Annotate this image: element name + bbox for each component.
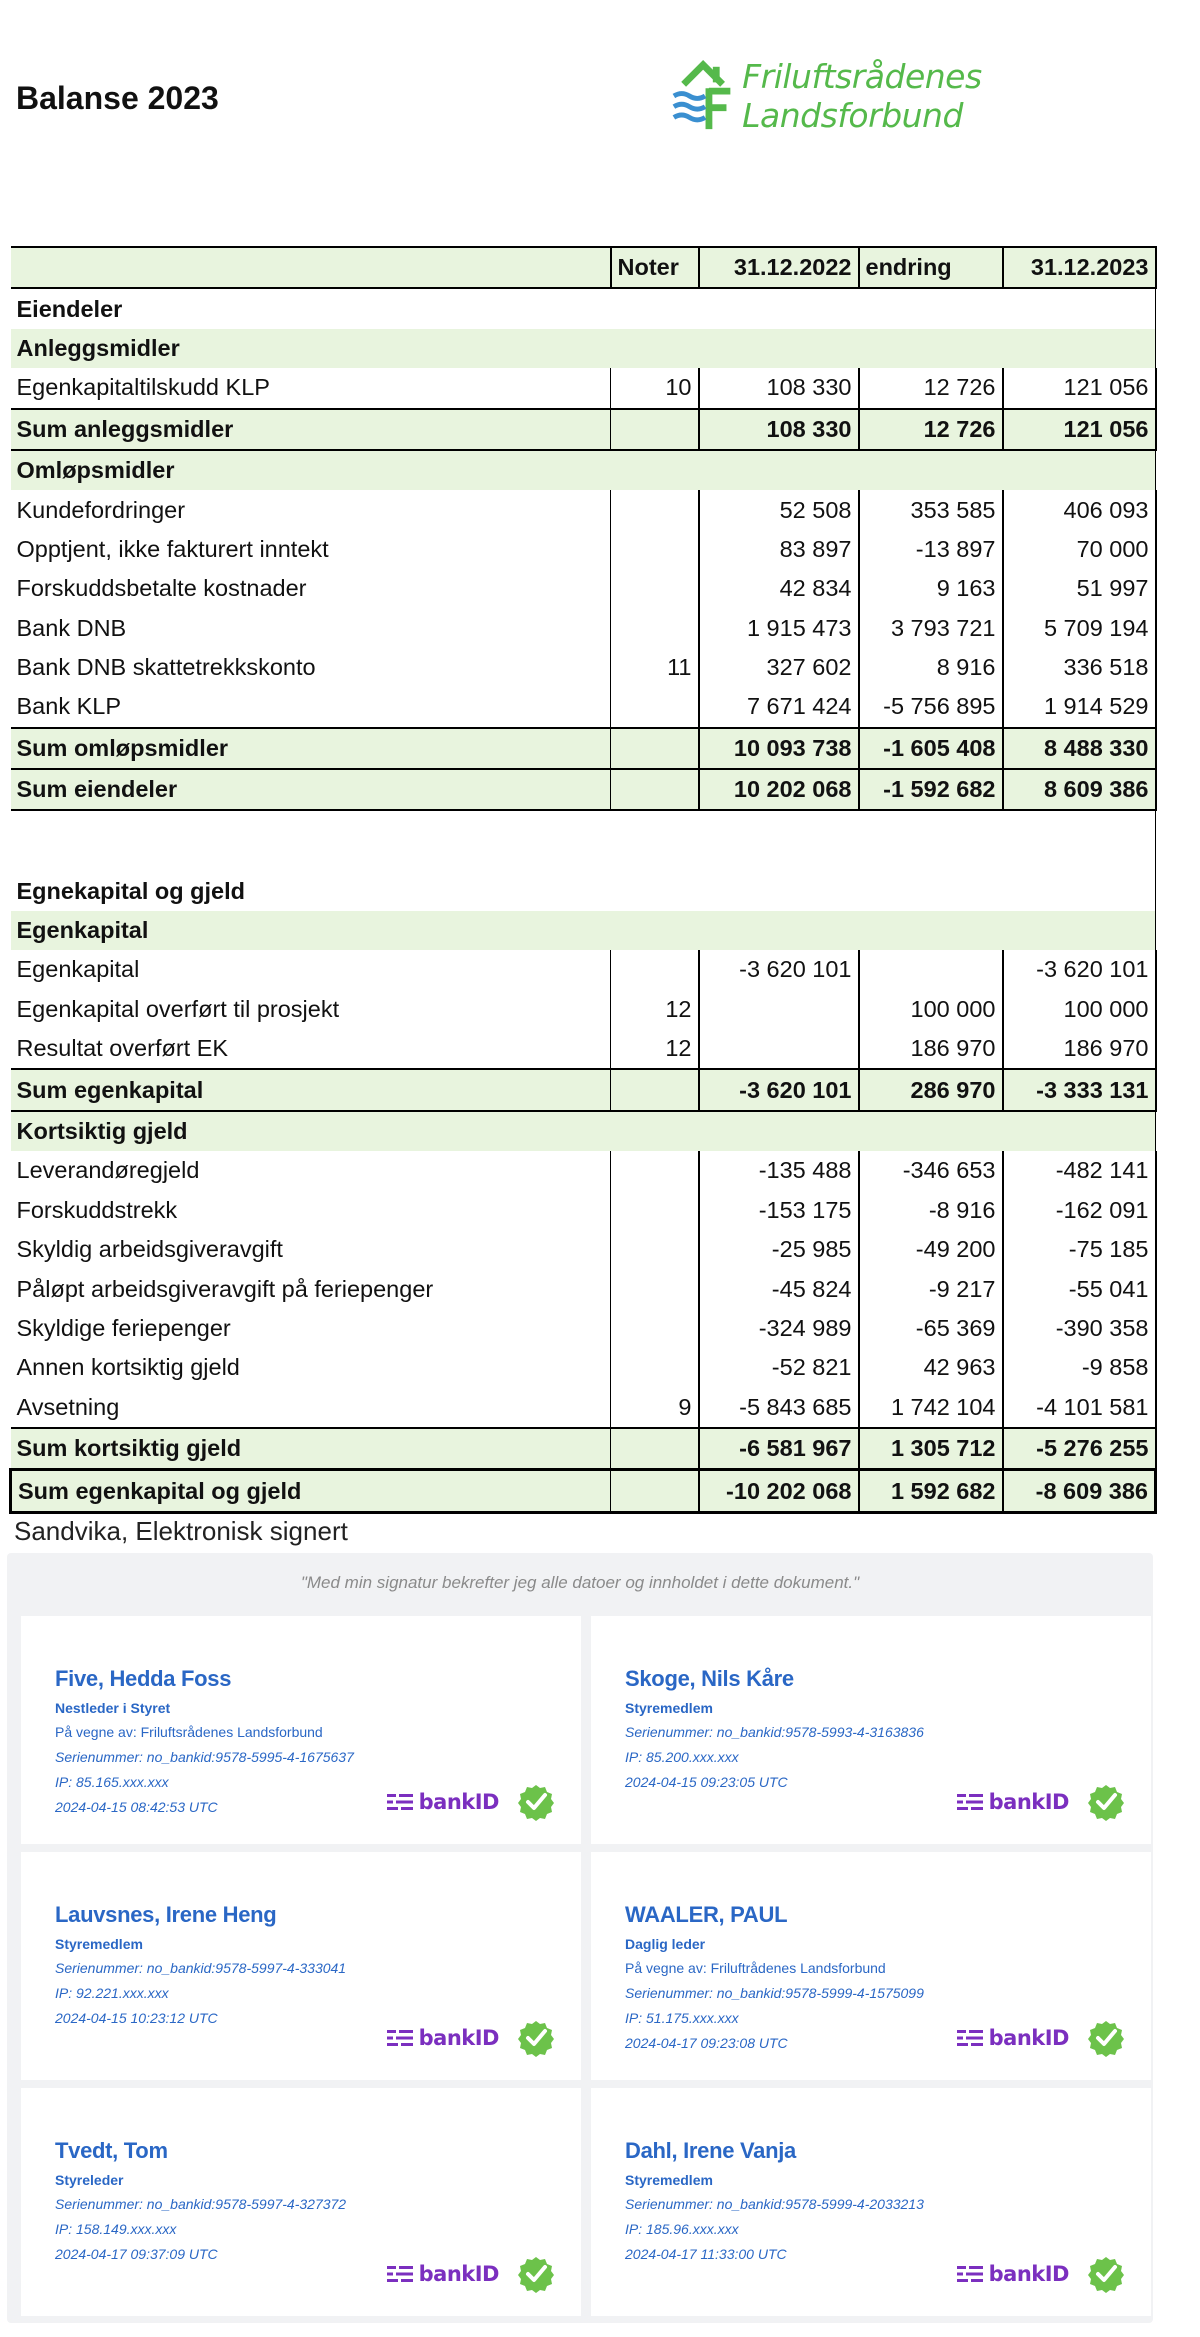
bankid-label: bankID [418, 1790, 499, 1814]
table-row [11, 1191, 1156, 1230]
amount-cell: -65 369 [859, 1309, 1003, 1348]
amount-cell: 42 963 [859, 1348, 1003, 1387]
amount-cell: 12 726 [859, 368, 1003, 408]
table-row [11, 1230, 1156, 1269]
amount-cell: -324 989 [699, 1309, 859, 1348]
row-label: Forskuddsbetalte kostnader [11, 569, 611, 608]
signer-role: Styremedlem [625, 2172, 713, 2188]
row-label: Avsetning [11, 1388, 611, 1428]
logo-mark-icon [670, 58, 738, 134]
verified-check-icon [517, 2255, 555, 2293]
verified-check-icon [517, 1783, 555, 1821]
table-row [11, 569, 1156, 608]
signer-name: Lauvsnes, Irene Heng [55, 1902, 277, 1927]
note-cell [611, 769, 699, 810]
amount-cell: 8 609 386 [1003, 769, 1156, 810]
signer-serial: Serienummer: no_bankid:9578-5999-4-1575099 [625, 1985, 924, 2001]
row-label: Egenkapital overført til prosjekt [11, 990, 611, 1029]
signer-serial: Serienummer: no_bankid:9578-5997-4-333041 [55, 1960, 347, 1976]
bankid-label: bankID [418, 2262, 499, 2286]
signer-serial: Serienummer: no_bankid:9578-5995-4-1675637 [55, 1749, 354, 1765]
row-label: Påløpt arbeidsgiveravgift på feriepenger [11, 1269, 611, 1308]
signature-statement: "Med min signatur bekrefter jeg alle datoer og innholdet i dette dokument." [300, 1573, 860, 1592]
table-sum-row [11, 728, 1156, 769]
amount-cell: -49 200 [859, 1230, 1003, 1269]
bankid-label: bankID [418, 2026, 499, 2050]
table-row [11, 1151, 1156, 1190]
verified-check-icon [1087, 1783, 1125, 1821]
amount-cell: 186 970 [1003, 1029, 1156, 1069]
table-row [11, 950, 1156, 989]
row-label: Sum egenkapital [11, 1069, 611, 1110]
amount-cell: -346 653 [859, 1151, 1003, 1190]
signer-ip: IP: 85.165.xxx.xxx [55, 1774, 169, 1790]
amount-cell: -5 756 895 [859, 687, 1003, 727]
amount-cell: -3 333 131 [1003, 1069, 1156, 1110]
amount-cell: 70 000 [1003, 530, 1156, 569]
signer-timestamp: 2024-04-17 09:37:09 UTC [55, 2246, 218, 2262]
amount-cell: -9 217 [859, 1269, 1003, 1308]
amount-cell: 5 709 194 [1003, 609, 1156, 648]
row-label: Skyldig arbeidsgiveravgift [11, 1230, 611, 1269]
table-row [11, 990, 1156, 1029]
org-logo [670, 58, 1200, 134]
row-label: Anleggsmidler [11, 329, 1156, 368]
amount-cell [699, 1029, 859, 1069]
row-label: Sum eiendeler [11, 769, 611, 810]
table-section-row [11, 871, 1156, 910]
note-cell [611, 1428, 699, 1470]
bankid-logo-icon [387, 2265, 415, 2283]
amount-cell: 42 834 [699, 569, 859, 608]
amount-cell: -13 897 [859, 530, 1003, 569]
signer-timestamp: 2024-04-17 11:33:00 UTC [625, 2246, 787, 2262]
note-cell [611, 569, 699, 608]
bankid-badge [957, 2254, 1125, 2294]
note-cell [611, 1309, 699, 1348]
amount-cell: -3 620 101 [699, 1069, 859, 1110]
amount-cell: 51 997 [1003, 569, 1156, 608]
signer-name: Tvedt, Tom [55, 2138, 168, 2163]
column-header: 31.12.2022 [699, 247, 859, 288]
bankid-label: bankID [988, 2262, 1069, 2286]
table-sum-row [11, 409, 1156, 450]
amount-cell: -390 358 [1003, 1309, 1156, 1348]
bankid-label: bankID [988, 1790, 1069, 1814]
row-label: Sum omløpsmidler [11, 728, 611, 769]
table-spacer-row [11, 810, 1156, 871]
amount-cell: 8 488 330 [1003, 728, 1156, 769]
row-label: Egenkapital [11, 950, 611, 989]
table-row [11, 1029, 1156, 1069]
amount-cell: 52 508 [699, 490, 859, 529]
row-label: Forskuddstrekk [11, 1191, 611, 1230]
amount-cell: -482 141 [1003, 1151, 1156, 1190]
row-label: Leverandøregjeld [11, 1151, 611, 1190]
table-row [11, 530, 1156, 569]
bankid-logo-icon [957, 2265, 985, 2283]
amount-cell: -162 091 [1003, 1191, 1156, 1230]
signer-name: WAALER, PAUL [625, 1902, 788, 1927]
note-cell [611, 490, 699, 529]
bankid-logo-icon [957, 1793, 985, 1811]
column-header [11, 247, 611, 288]
amount-cell: -9 858 [1003, 1348, 1156, 1387]
table-row [11, 1269, 1156, 1308]
amount-cell: -1 592 682 [859, 769, 1003, 810]
amount-cell: 121 056 [1003, 409, 1156, 450]
table-section-row [11, 288, 1156, 328]
signer-name: Skoge, Nils Kåre [625, 1666, 794, 1691]
column-header: Noter [611, 247, 699, 288]
column-header: endring [859, 247, 1003, 288]
amount-cell: -4 101 581 [1003, 1388, 1156, 1428]
row-label: Bank DNB skattetrekkskonto [11, 648, 611, 687]
signer-card [21, 1616, 581, 1844]
amount-cell: -5 843 685 [699, 1388, 859, 1428]
amount-cell: 286 970 [859, 1069, 1003, 1110]
amount-cell: 336 518 [1003, 648, 1156, 687]
note-cell [611, 687, 699, 727]
signer-role: Daglig leder [625, 1936, 706, 1952]
amount-cell: -6 581 967 [699, 1428, 859, 1470]
amount-cell: 327 602 [699, 648, 859, 687]
signer-serial: Serienummer: no_bankid:9578-5997-4-327372 [55, 2196, 347, 2212]
signer-timestamp: 2024-04-15 08:42:53 UTC [55, 1799, 218, 1815]
amount-cell: -25 985 [699, 1230, 859, 1269]
row-label: Sum egenkapital og gjeld [11, 1470, 611, 1512]
signer-name: Five, Hedda Foss [55, 1666, 232, 1691]
amount-cell: -3 620 101 [1003, 950, 1156, 989]
amount-cell: 121 056 [1003, 368, 1156, 408]
row-label: Sum kortsiktig gjeld [11, 1428, 611, 1470]
table-group-row [11, 329, 1156, 368]
row-label: Kundefordringer [11, 490, 611, 529]
row-label: Sum anleggsmidler [11, 409, 611, 450]
org-name: Friluftsrådenes Landsforbund [742, 57, 982, 135]
note-cell: 11 [611, 648, 699, 687]
signer-on-behalf: På vegne av: Friluftrådenes Landsforbund [625, 1960, 886, 1976]
amount-cell: 186 970 [859, 1029, 1003, 1069]
table-group-row [11, 450, 1156, 490]
table-sum-row [11, 1470, 1156, 1512]
amount-cell: 8 916 [859, 648, 1003, 687]
table-sum-row [11, 1069, 1156, 1110]
signer-serial: Serienummer: no_bankid:9578-5999-4-2033213 [625, 2196, 924, 2212]
amount-cell: 1 592 682 [859, 1470, 1003, 1512]
table-row [11, 1309, 1156, 1348]
table-row [11, 1348, 1156, 1387]
amount-cell: -45 824 [699, 1269, 859, 1308]
bankid-label: bankID [988, 2026, 1069, 2050]
amount-cell: -135 488 [699, 1151, 859, 1190]
row-label: Egenkapital [11, 911, 1156, 950]
bankid-badge [387, 2254, 555, 2294]
amount-cell: -1 605 408 [859, 728, 1003, 769]
amount-cell: 7 671 424 [699, 687, 859, 727]
signing-place: Sandvika, Elektronisk signert [14, 1516, 348, 1546]
table-row [11, 687, 1156, 727]
column-header: 31.12.2023 [1003, 247, 1156, 288]
signer-serial: Serienummer: no_bankid:9578-5993-4-3163836 [625, 1724, 924, 1740]
amount-cell: 108 330 [699, 409, 859, 450]
signer-on-behalf: På vegne av: Friluftsrådenes Landsforbund [55, 1724, 323, 1740]
row-label: Bank KLP [11, 687, 611, 727]
amount-cell [859, 950, 1003, 989]
amount-cell: -8 916 [859, 1191, 1003, 1230]
table-sum-row [11, 769, 1156, 810]
signer-ip: IP: 85.200.xxx.xxx [625, 1749, 739, 1765]
bankid-logo-icon [387, 2029, 415, 2047]
amount-cell: -5 276 255 [1003, 1428, 1156, 1470]
note-cell [611, 530, 699, 569]
row-label: Kortsiktig gjeld [11, 1111, 1156, 1151]
note-cell: 9 [611, 1388, 699, 1428]
signer-card [21, 2088, 581, 2316]
spacer-cell [11, 810, 1156, 871]
note-cell [611, 409, 699, 450]
bankid-logo-icon [957, 2029, 985, 2047]
amount-cell: 12 726 [859, 409, 1003, 450]
note-cell [611, 728, 699, 769]
note-cell [611, 950, 699, 989]
signer-timestamp: 2024-04-17 09:23:08 UTC [625, 2035, 788, 2051]
verified-check-icon [1087, 2019, 1125, 2057]
note-cell: 12 [611, 990, 699, 1029]
row-label: Egenkapitaltilskudd KLP [11, 368, 611, 408]
note-cell [611, 1069, 699, 1110]
table-header-row [11, 247, 1156, 288]
signer-ip: IP: 51.175.xxx.xxx [625, 2010, 739, 2026]
table-group-row [11, 911, 1156, 950]
note-cell: 10 [611, 368, 699, 408]
amount-cell: -10 202 068 [699, 1470, 859, 1512]
note-cell [611, 1230, 699, 1269]
row-label: Eiendeler [11, 288, 1156, 328]
amount-cell: 100 000 [859, 990, 1003, 1029]
bankid-badge [387, 2018, 555, 2058]
signer-role: Styremedlem [55, 1936, 143, 1952]
signer-timestamp: 2024-04-15 10:23:12 UTC [55, 2010, 218, 2026]
bankid-badge [387, 1782, 555, 1822]
note-cell [611, 609, 699, 648]
row-label: Egnekapital og gjeld [11, 871, 1156, 910]
table-row [11, 1388, 1156, 1428]
amount-cell: 1 742 104 [859, 1388, 1003, 1428]
signer-card [591, 2088, 1151, 2316]
table-row [11, 648, 1156, 687]
amount-cell: 1 915 473 [699, 609, 859, 648]
note-cell [611, 1269, 699, 1308]
amount-cell: 108 330 [699, 368, 859, 408]
bankid-badge [957, 1782, 1125, 1822]
amount-cell: 10 093 738 [699, 728, 859, 769]
table-group-row [11, 1111, 1156, 1151]
row-label: Annen kortsiktig gjeld [11, 1348, 611, 1387]
amount-cell: -52 821 [699, 1348, 859, 1387]
signer-role: Styremedlem [625, 1700, 713, 1716]
amount-cell: 3 793 721 [859, 609, 1003, 648]
table-row [11, 490, 1156, 529]
signer-role: Styreleder [55, 2172, 124, 2188]
amount-cell: 353 585 [859, 490, 1003, 529]
amount-cell: 406 093 [1003, 490, 1156, 529]
amount-cell [699, 990, 859, 1029]
signer-name: Dahl, Irene Vanja [625, 2138, 796, 2163]
signer-timestamp: 2024-04-15 09:23:05 UTC [625, 1774, 788, 1790]
table-sum-row [11, 1428, 1156, 1470]
signature-panel [7, 1553, 1153, 2323]
bankid-logo-icon [387, 1793, 415, 1811]
amount-cell: -8 609 386 [1003, 1470, 1156, 1512]
amount-cell: -3 620 101 [699, 950, 859, 989]
note-cell [611, 1151, 699, 1190]
row-label: Bank DNB [11, 609, 611, 648]
table-row [11, 609, 1156, 648]
row-label: Omløpsmidler [11, 450, 1156, 490]
signer-card [591, 1616, 1151, 1844]
row-label: Resultat overført EK [11, 1029, 611, 1069]
note-cell [611, 1470, 699, 1512]
row-label: Skyldige feriepenger [11, 1309, 611, 1348]
amount-cell: -55 041 [1003, 1269, 1156, 1308]
signer-role: Nestleder i Styret [55, 1700, 171, 1716]
table-row [11, 368, 1156, 408]
amount-cell: 1 305 712 [859, 1428, 1003, 1470]
note-cell: 12 [611, 1029, 699, 1069]
signer-card [21, 1852, 581, 2080]
balance-table [9, 246, 1157, 1514]
signer-ip: IP: 158.149.xxx.xxx [55, 2221, 177, 2237]
amount-cell: 10 202 068 [699, 769, 859, 810]
verified-check-icon [1087, 2255, 1125, 2293]
signer-ip: IP: 92.221.xxx.xxx [55, 1985, 169, 2001]
amount-cell: 9 163 [859, 569, 1003, 608]
amount-cell: -153 175 [699, 1191, 859, 1230]
note-cell [611, 1191, 699, 1230]
bankid-badge [957, 2018, 1125, 2058]
amount-cell: 83 897 [699, 530, 859, 569]
amount-cell: 1 914 529 [1003, 687, 1156, 727]
signer-ip: IP: 185.96.xxx.xxx [625, 2221, 739, 2237]
note-cell [611, 1348, 699, 1387]
page-title: Balanse 2023 [16, 80, 219, 116]
signer-card [591, 1852, 1151, 2080]
amount-cell: 100 000 [1003, 990, 1156, 1029]
row-label: Opptjent, ikke fakturert inntekt [11, 530, 611, 569]
verified-check-icon [517, 2019, 555, 2057]
amount-cell: -75 185 [1003, 1230, 1156, 1269]
